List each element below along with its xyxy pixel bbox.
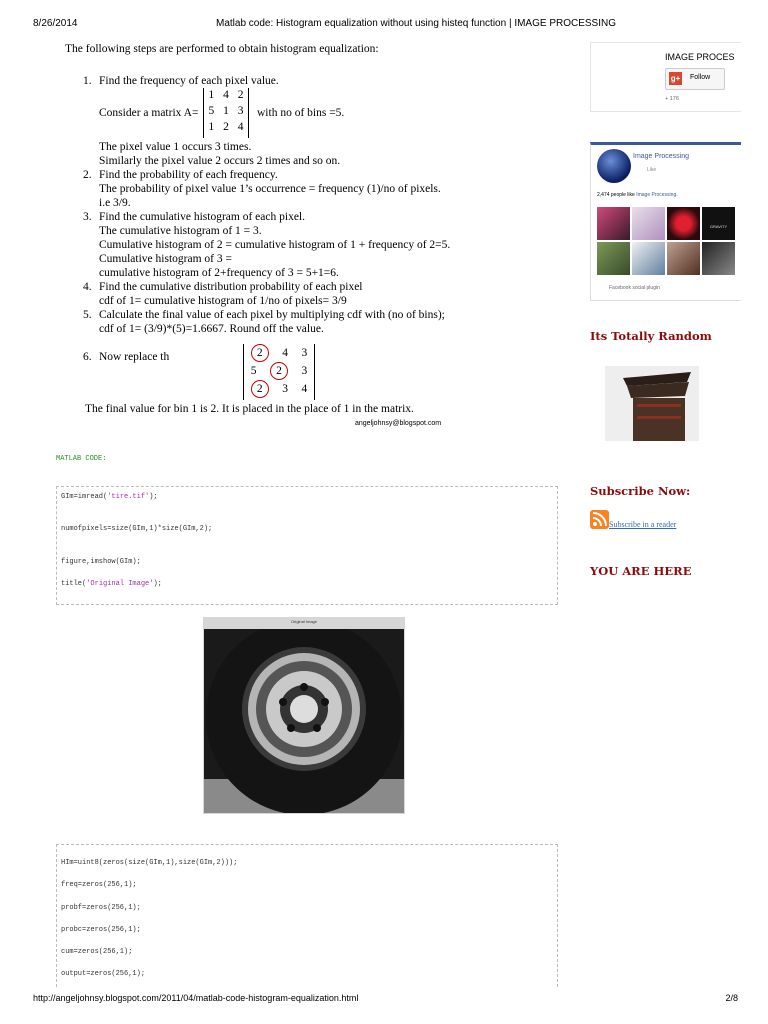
step-number: 3. bbox=[83, 211, 92, 223]
step-3 bbox=[57, 210, 467, 280]
step-line: Cumulative histogram of 2 = cumulative histogram of 1 + frequency of 2=5. bbox=[99, 239, 451, 251]
code-line: output=zeros(256,1); bbox=[61, 970, 146, 978]
matrix-cell: 1 bbox=[208, 89, 215, 101]
tire-image bbox=[204, 629, 404, 813]
step-title: Find the frequency of each pixel value. bbox=[99, 75, 279, 87]
step-1 bbox=[57, 74, 467, 168]
code-line: probc=zeros(256,1); bbox=[61, 926, 141, 934]
follower-count: + 176 bbox=[665, 96, 679, 102]
code-line: GIm=imread('tire.tif'); bbox=[61, 493, 158, 501]
code-line: figure,imshow(GIm); bbox=[61, 558, 141, 566]
step-number: 2. bbox=[83, 169, 92, 181]
matrix-cell: 2 bbox=[223, 121, 229, 133]
matrix-cell: 5 bbox=[208, 105, 215, 117]
subscribe-heading: Subscribe Now: bbox=[590, 484, 691, 498]
step-line: The cumulative histogram of 1 = 3. bbox=[99, 225, 262, 237]
fan-avatar[interactable]: GRAVITY bbox=[702, 207, 735, 240]
step-number: 4. bbox=[83, 281, 92, 293]
matrix-cell: 3 bbox=[301, 365, 308, 377]
page-avatar[interactable] bbox=[597, 149, 631, 183]
print-date: 8/26/2014 bbox=[33, 18, 78, 29]
subscribe-reader-link[interactable]: Subscribe in a reader bbox=[609, 520, 677, 529]
gplus-title: IMAGE PROCES bbox=[665, 52, 735, 62]
fan-thumbnails bbox=[597, 207, 737, 275]
matrix-cell: 1 bbox=[208, 121, 215, 133]
facebook-plugin-label: Facebook social plugin bbox=[609, 285, 660, 291]
matrix-cell: 4 bbox=[223, 89, 229, 101]
matrix-cell: 3 bbox=[237, 105, 244, 117]
you-are-here-heading: YOU ARE HERE bbox=[590, 564, 692, 578]
circled-cell: 2 bbox=[251, 344, 269, 362]
histogram-steps-figure bbox=[57, 42, 467, 427]
follow-label: Follow bbox=[690, 74, 711, 81]
step-line: The pixel value 1 occurs 3 times. bbox=[99, 141, 252, 153]
fan-avatar[interactable] bbox=[597, 242, 630, 275]
step-number: 1. bbox=[83, 75, 92, 87]
matrix-cell: 3 bbox=[282, 383, 288, 395]
figure-caption: Original Image bbox=[290, 619, 317, 624]
people-like-count: 2,474 people like Image Processing. bbox=[597, 192, 678, 198]
code-line: title('Original Image'); bbox=[61, 580, 162, 588]
gplus-follow-button[interactable] bbox=[665, 68, 725, 90]
step-line: cdf of 1= cumulative histogram of 1/no of pixels= 3/9 bbox=[99, 295, 347, 307]
code-heading: MATLAB CODE: bbox=[56, 455, 107, 463]
fan-avatar[interactable] bbox=[702, 242, 735, 275]
matrix-a bbox=[99, 88, 467, 140]
code-line: cum=zeros(256,1); bbox=[61, 948, 133, 956]
step-line: cumulative histogram of 2+frequency of 3 = 5+1=6. bbox=[99, 267, 339, 279]
code-line: probf=zeros(256,1); bbox=[61, 904, 141, 912]
matrix-cell: 5 bbox=[250, 365, 257, 377]
facebook-like-button[interactable]: Like bbox=[647, 167, 657, 173]
step-line: The probability of pixel value 1’s occurrence = frequency (1)/no of pixels. bbox=[99, 183, 441, 195]
google-plus-widget bbox=[590, 42, 741, 112]
circled-cell: 2 bbox=[270, 362, 288, 380]
code-line: freq=zeros(256,1); bbox=[61, 881, 137, 889]
facebook-page-link[interactable]: Image Processing bbox=[633, 153, 690, 160]
step-line: Similarly the pixel value 2 occurs 2 times and so on. bbox=[99, 155, 341, 167]
random-image[interactable] bbox=[605, 366, 699, 441]
code-block-1 bbox=[56, 486, 558, 605]
watermark-email: angeljohnsy@blogspot.com bbox=[355, 420, 442, 427]
code-line: HIm=uint8(zeros(size(GIm,1),size(GIm,2))); bbox=[61, 859, 238, 867]
step-line: Cumulative histogram of 3 = bbox=[99, 253, 232, 265]
step-title: Find the cumulative distribution probability of each pixel bbox=[99, 281, 363, 293]
fan-avatar[interactable] bbox=[667, 242, 700, 275]
google-plus-icon: g+ bbox=[670, 74, 681, 83]
print-url: http://angeljohnsy.blogspot.com/2011/04/matlab-code-histogram-equalization.html bbox=[33, 993, 359, 1003]
fan-avatar[interactable] bbox=[597, 207, 630, 240]
final-value-text: The final value for bin 1 is 2. It is placed in the place of 1 in the matrix. bbox=[85, 403, 414, 415]
matrix-label: Consider a matrix A= bbox=[99, 107, 199, 119]
step-number: 6. bbox=[83, 351, 92, 363]
step-line: cdf of 1= (3/9)*(5)=1.6667. Round off the value. bbox=[99, 323, 324, 335]
fan-avatar[interactable] bbox=[632, 242, 665, 275]
facebook-like-box bbox=[590, 142, 741, 301]
random-heading: Its Totally Random bbox=[590, 329, 712, 343]
step-title: Now replace th bbox=[99, 351, 170, 363]
matrix-cell: 4 bbox=[237, 121, 244, 133]
print-page-number: 2/8 bbox=[725, 993, 738, 1003]
original-image-figure bbox=[203, 617, 405, 814]
matrix-note: with no of bins =5. bbox=[257, 107, 345, 119]
fan-avatar[interactable] bbox=[667, 207, 700, 240]
rss-icon[interactable] bbox=[590, 510, 609, 529]
facebook-page-link-inline[interactable]: Image Processing bbox=[636, 192, 677, 198]
matrix-cell: 4 bbox=[282, 347, 288, 359]
step-line: i.e 3/9. bbox=[99, 197, 131, 209]
matrix-cell: 2 bbox=[237, 89, 244, 101]
step-title: Find the cumulative histogram of each pixel. bbox=[99, 211, 305, 223]
print-title: Matlab code: Histogram equalization without using histeq function | IMAGE PROCESSING bbox=[216, 18, 617, 29]
matrix-cell: 3 bbox=[301, 347, 308, 359]
step-title: Find the probability of each frequency. bbox=[99, 169, 278, 181]
step-4 bbox=[57, 280, 467, 308]
circled-cell: 2 bbox=[251, 380, 269, 398]
step-title: Calculate the final value of each pixel by multiplying cdf with (no of bins); bbox=[99, 309, 445, 321]
step-number: 5. bbox=[83, 309, 92, 321]
matrix-cell: 1 bbox=[223, 105, 229, 117]
matrix-grid bbox=[203, 88, 249, 138]
code-line: numofpixels=size(GIm,1)*size(GIm,2); bbox=[61, 525, 213, 533]
step-2 bbox=[57, 168, 467, 210]
step-5 bbox=[57, 308, 467, 336]
fan-avatar[interactable] bbox=[632, 207, 665, 240]
intro-text: The following steps are performed to obtain histogram equalization: bbox=[65, 43, 379, 55]
replaced-matrix bbox=[243, 344, 315, 400]
code-block-2 bbox=[56, 844, 558, 987]
matrix-cell: 4 bbox=[301, 383, 308, 395]
